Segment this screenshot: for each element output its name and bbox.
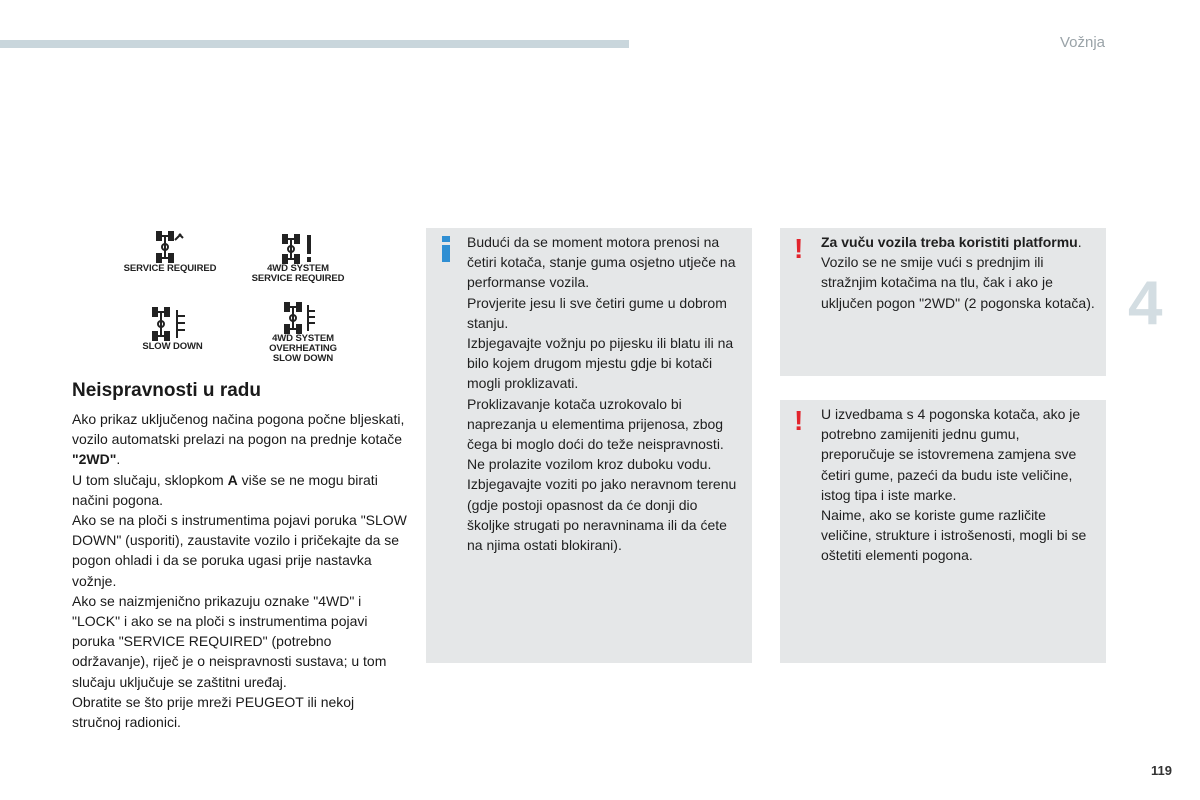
paragraph: Izbjegavajte vožnju po pijesku ili blatu ili na bilo kojem drugom mjestu gdje bi kotači mogli proklizavati. — [467, 335, 734, 392]
lamp-label: SERVICE REQUIRED — [123, 263, 217, 274]
text: . — [116, 451, 121, 468]
bold-text: A — [227, 471, 238, 488]
main-heading: Neispravnosti u radu — [72, 380, 261, 401]
paragraph — [72, 470, 407, 510]
main-body — [72, 409, 407, 732]
exclamation-icon: ! — [794, 405, 804, 436]
chapter-number: 4 — [1128, 269, 1163, 338]
header-bar — [0, 40, 629, 48]
lamp-label: 4WD SYSTEM — [267, 263, 329, 274]
paragraph: Obratite se što prije mreži PEUGEOT ili nekoj stručnoj radionici. — [72, 693, 355, 731]
exclamation-icon: ! — [794, 233, 804, 264]
paragraph: Naime, ako se koriste gume različite veličine, strukture i istrošenosti, mogli bi se oštetiti elementi pogona. — [821, 507, 1087, 564]
page-number: 119 — [1151, 763, 1172, 778]
paragraph: U izvedbama s 4 pogonska kotača, ako je potrebno zamijeniti jednu gumu, preporučuje se istovremena zamjena sve četiri gume, pazeći da budu iste veličine, istog tipa i iste marke. — [821, 406, 1081, 503]
paragraph: Ne prolazite vozilom kroz duboku vodu. — [467, 456, 712, 473]
warning-box-towing — [780, 228, 1106, 376]
paragraph — [821, 232, 1096, 252]
paragraph: Izbjegavajte voziti po jako neravnom terenu (gdje postoji opasnost da će donji dio školjke strugati po neravninama ili da ćete na njima ostati blokirani). — [467, 476, 737, 554]
warning-lamp-4wd-service-required — [243, 234, 353, 284]
info-box — [426, 228, 752, 663]
text: više se ne mogu birati načini pogona. — [72, 471, 378, 508]
warning-lamp-service-required — [120, 230, 220, 274]
text: Ako prikaz uključenog načina pogona počne bljeskati, vozilo automatski prelazi na pogon na prednje kotače — [72, 411, 405, 448]
info-box-text — [467, 232, 742, 555]
info-icon — [440, 236, 452, 262]
warning-box-text — [821, 404, 1096, 566]
drivetrain-temperature-icon — [283, 302, 323, 334]
section-title: Vožnja — [1059, 34, 1105, 51]
drivetrain-temperature-icon — [151, 306, 195, 342]
bold-text: "2WD" — [72, 451, 117, 468]
warning-box-tyres — [780, 400, 1106, 663]
paragraph: Ako se naizmjenično prikazuju oznake "4WD" i "LOCK" i ako se na ploči s instrumentima pojavi poruka "SERVICE REQUIRED" (potrebno održavanje), riječ je o neispravnosti sustava; u tom slučaju uključuje se zaštitni uređaj. — [72, 592, 387, 690]
warning-lamps-figure — [110, 228, 410, 368]
warning-box-text — [821, 232, 1096, 313]
bold-text: Za vuču vozila treba koristiti platformu — [821, 234, 1078, 250]
lamp-label: SLOW DOWN — [142, 341, 203, 352]
lamp-label: 4WD SYSTEM OVERHEATING — [269, 333, 337, 354]
paragraph: Proklizavanje kotača uzrokovalo bi naprezanja u elementima prijenosa, zbog čega bi moglo doći do teže neispravnosti. — [467, 395, 724, 453]
paragraph: Ako se na ploči s instrumentima pojavi poruka "SLOW DOWN" (usporiti), zaustavite vozilo i pričekajte da se pogon ohladi i da se poruka ugasi prije nastavka vožnje. — [72, 512, 407, 589]
lamp-label: SERVICE REQUIRED — [251, 273, 345, 284]
paragraph: Vozilo se ne smije vući s prednjim ili stražnjim kotačima na tlu, čak i ako je uključen pogon "2WD" (2 pogonska kotača). — [821, 254, 1095, 311]
paragraph: Provjerite jesu li sve četiri gume u dobrom stanju. — [467, 294, 727, 331]
warning-lamp-slow-down — [135, 306, 210, 352]
lamp-label: SLOW DOWN — [272, 353, 334, 364]
paragraph: Budući da se moment motora prenosi na četiri kotača, stanje guma osjetno utječe na performanse vozila. — [467, 234, 736, 291]
drivetrain-wrench-icon — [155, 230, 185, 264]
text: U tom slučaju, sklopkom — [72, 471, 228, 488]
paragraph — [72, 409, 407, 470]
text: . — [1077, 234, 1082, 250]
drivetrain-exclamation-icon — [281, 234, 315, 264]
warning-lamp-4wd-overheating — [243, 302, 363, 364]
